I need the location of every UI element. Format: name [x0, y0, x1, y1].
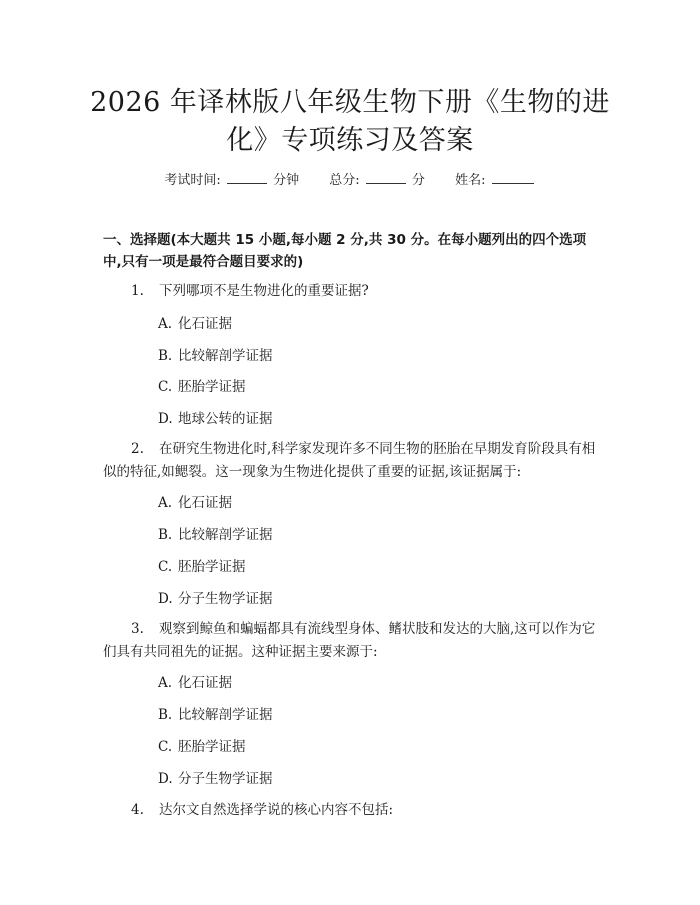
- option-2d: [158, 589, 273, 609]
- question-number: 4.: [131, 802, 144, 818]
- student-name-label: 姓名:: [455, 173, 486, 188]
- option-text: 化石证据: [178, 675, 232, 691]
- question-1: [103, 280, 603, 303]
- page-title: 2026 年译林版八年级生物下册《生物的进化》专项练习及答案: [90, 87, 610, 156]
- option-1d: [158, 409, 273, 429]
- exam-time: [164, 169, 299, 188]
- option-letter: A.: [158, 316, 173, 332]
- option-3c: [158, 737, 246, 757]
- exam-time-blank: [227, 169, 267, 184]
- option-letter: A.: [158, 495, 173, 511]
- question-number: 1.: [131, 283, 144, 299]
- student-name: [455, 169, 536, 188]
- option-letter: B.: [158, 707, 173, 723]
- option-letter: C.: [158, 559, 173, 575]
- option-text: 比较解剖学证据: [178, 707, 273, 723]
- option-3a: [158, 673, 232, 693]
- option-letter: B.: [158, 527, 173, 543]
- option-text: 化石证据: [178, 495, 232, 511]
- option-text: 胚胎学证据: [178, 739, 246, 755]
- option-text: 分子生物学证据: [178, 591, 273, 607]
- total-score-blank: [366, 169, 406, 184]
- option-1b: [158, 346, 273, 366]
- option-text: 胚胎学证据: [178, 379, 246, 395]
- option-text: 化石证据: [178, 316, 232, 332]
- question-text: 达尔文自然选择学说的核心内容不包括:: [159, 802, 394, 818]
- exam-meta: [0, 169, 700, 188]
- option-text: 胚胎学证据: [178, 559, 246, 575]
- option-3b: [158, 705, 273, 725]
- option-2b: [158, 525, 273, 545]
- option-letter: D.: [158, 591, 173, 607]
- option-letter: A.: [158, 675, 173, 691]
- option-1a: [158, 314, 232, 334]
- question-text: 下列哪项不是生物进化的重要证据?: [159, 283, 369, 299]
- option-letter: D.: [158, 771, 173, 787]
- exam-time-label: 考试时间:: [164, 173, 221, 188]
- question-number: 2.: [131, 441, 144, 457]
- question-text: 观察到鲸鱼和蝙蝠都具有流线型身体、鳍状肢和发达的大脑,这可以作为它们具有共同祖先的证据。这种证据主要来源于:: [103, 621, 596, 660]
- option-text: 分子生物学证据: [178, 771, 273, 787]
- question-4: [103, 799, 603, 822]
- option-text: 比较解剖学证据: [178, 527, 273, 543]
- student-name-blank: [492, 169, 534, 184]
- total-score-unit: 分: [411, 173, 425, 188]
- total-score-label: 总分:: [329, 173, 360, 188]
- option-letter: C.: [158, 379, 173, 395]
- section-heading: 一、选择题(本大题共 15 小题,每小题 2 分,共 30 分。在每小题列出的四个选项中,只有一项是最符合题目要求的): [103, 232, 587, 270]
- option-2c: [158, 557, 246, 577]
- option-text: 地球公转的证据: [178, 411, 273, 427]
- question-text: 在研究生物进化时,科学家发现许多不同生物的胚胎在早期发育阶段具有相似的特征,如鳃裂。这一现象为生物进化提供了重要的证据,该证据属于:: [103, 441, 596, 480]
- option-letter: B.: [158, 348, 173, 364]
- option-letter: C.: [158, 739, 173, 755]
- option-3d: [158, 769, 273, 789]
- option-letter: D.: [158, 411, 173, 427]
- question-number: 3.: [131, 621, 144, 637]
- question-3: [103, 618, 603, 664]
- option-1c: [158, 377, 246, 397]
- option-text: 比较解剖学证据: [178, 348, 273, 364]
- question-2: [103, 438, 603, 484]
- option-2a: [158, 493, 232, 513]
- exam-time-unit: 分钟: [273, 173, 300, 188]
- total-score: [329, 169, 425, 188]
